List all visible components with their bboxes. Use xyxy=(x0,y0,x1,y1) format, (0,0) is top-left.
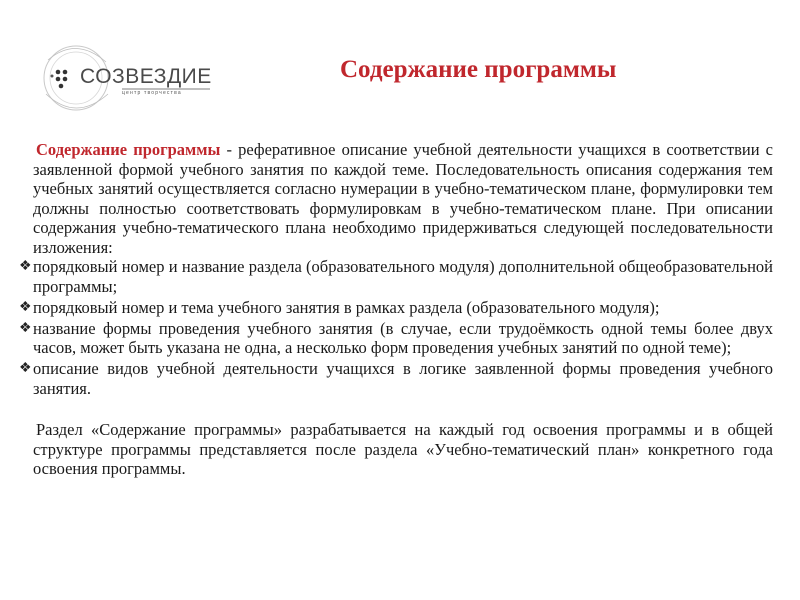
diamond-bullet-icon: ❖ xyxy=(19,259,32,274)
logo xyxy=(36,40,216,120)
list-item-text: порядковый номер и название раздела (образовательного модуля) дополнительной общеобразовательной программы; xyxy=(33,257,773,296)
diamond-bullet-icon: ❖ xyxy=(19,320,32,336)
final-paragraph: Раздел «Содержание программы» разрабатывается на каждый год освоения программы и в общей структуре программы представляется после раздела «Учебно-тематический план» конкретного года освоения программы. xyxy=(33,420,773,478)
diamond-bullet-icon: ❖ xyxy=(19,361,32,376)
intro-paragraph xyxy=(23,140,773,257)
intro-lead-term: Содержание программы xyxy=(36,140,221,159)
main-content xyxy=(19,140,773,479)
list-item xyxy=(19,359,773,398)
diamond-bullet-icon: ❖ xyxy=(19,299,32,315)
list-item xyxy=(19,257,773,296)
logo-tagline: центр творчества xyxy=(122,90,182,96)
page-title: Содержание программы xyxy=(340,56,617,83)
intro-text: - реферативное описание учебной деятельности учащихся в соответствии с заявленной формой учебного занятия по каждой теме. Последовательность описания содержания тем учебных занятий осуществляется согласно нумерации в учебно-тематическом плане, формулировки тем должны полностью соответствовать формулировкам в учебно-тематическом плане. При описании содержания учебно-тематического плана необходимо придерживаться следующей последовательности изложения: xyxy=(33,140,773,257)
list-item-text: название формы проведения учебного занятия (в случае, если трудоёмкость одной темы более двух часов, может быть указана не одна, а несколько форм проведения учебных занятий по одной теме); xyxy=(33,318,773,357)
list-item-text: описание видов учебной деятельности учащихся в логике заявленной формы проведения учебного занятия. xyxy=(33,359,773,398)
list-item xyxy=(19,297,773,318)
list-item xyxy=(19,318,773,358)
bullet-list xyxy=(19,257,773,398)
logo-name: СОЗВЕЗДИЕ xyxy=(80,65,212,88)
list-item-text: порядковый номер и тема учебного занятия в рамках раздела (образовательного модуля); xyxy=(33,297,660,317)
